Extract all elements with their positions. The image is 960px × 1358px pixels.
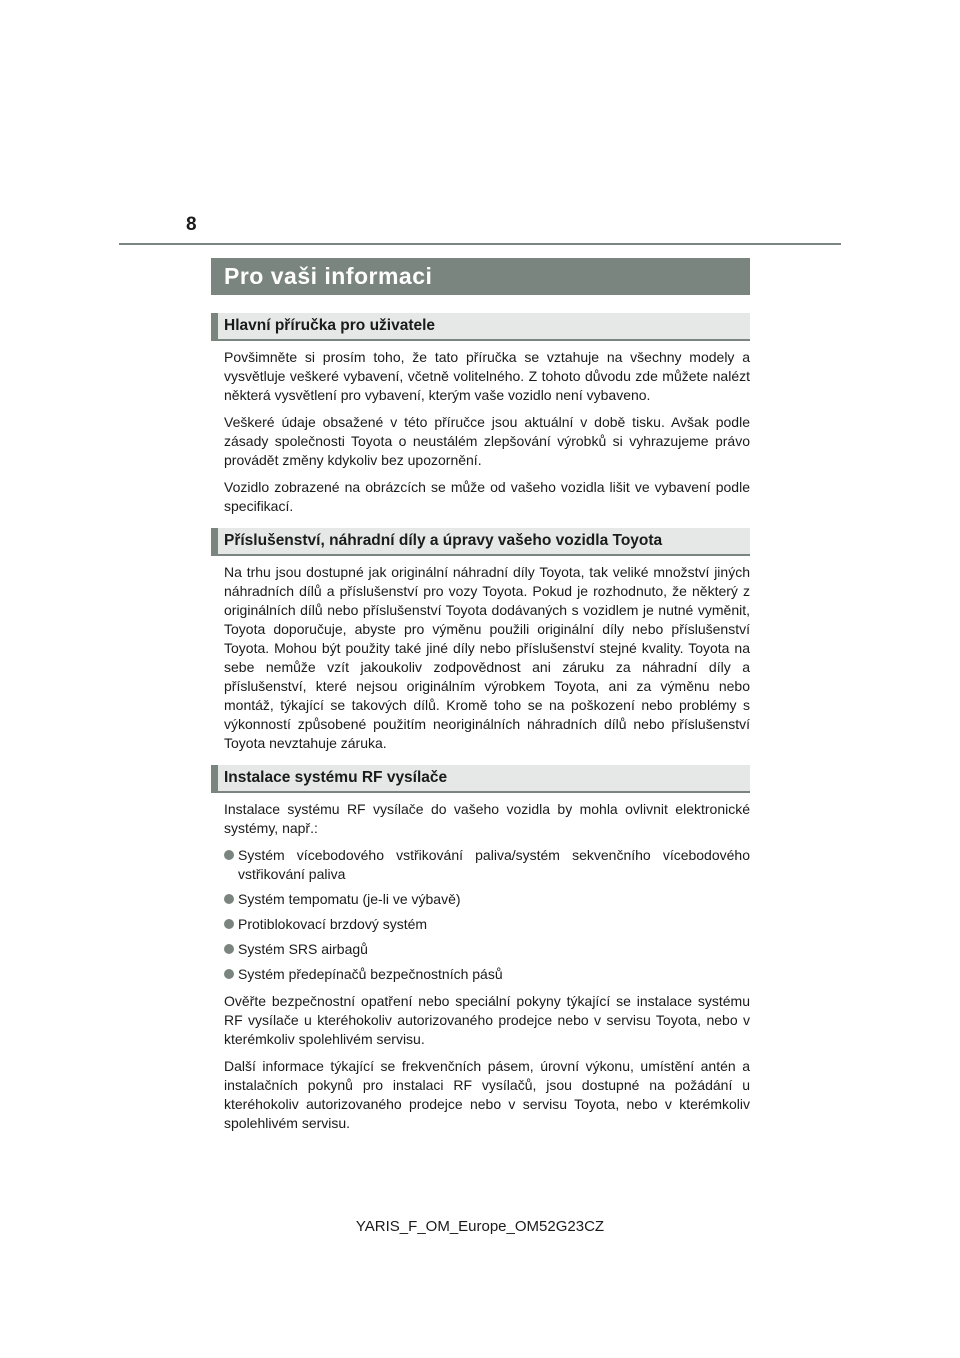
paragraph: Veškeré údaje obsažené v této příručce jsou aktuální v době tisku. Avšak podle zásady společnosti Toyota o neustálém zlepšování výrobků si vyhrazujeme právo provádět změny kdykoliv bez upozornění.: [224, 414, 750, 468]
list-item-text: Systém tempomatu (je-li ve výbavě): [238, 891, 461, 907]
bullet-icon: [224, 850, 234, 860]
section-heading-rf-transmitter: Instalace systému RF vysílače: [211, 765, 750, 793]
paragraph: Ověřte bezpečnostní opatření nebo speciální pokyny týkající se instalace systému RF vysílače u kteréhokoliv autorizovaného prodejce nebo v servisu Toyota, nebo v kterémkoliv spolehlivém servisu.: [224, 993, 750, 1047]
bullet-icon: [224, 919, 234, 929]
list-item: [224, 965, 750, 984]
paragraph: Povšimněte si prosím toho, že tato příručka se vztahuje na všechny modely a vysvětluje veškeré vybavení, včetně volitelného. Z tohoto důvodu zde můžete nalézt některá vysvětlení pro vybavení, kterým vaše vozidlo není vybaveno.: [224, 349, 750, 403]
system-list: [224, 846, 750, 984]
header-rule: [119, 243, 841, 245]
paragraph: Instalace systému RF vysílače do vašeho vozidla by mohla ovlivnit elektronické systémy, např.:: [224, 801, 750, 836]
paragraph: Na trhu jsou dostupné jak originální náhradní díly Toyota, tak veliké množství jiných náhradních dílů a příslušenství pro vozy Toyota. Pokud je rozhodnuto, že některý z originálních dílů nebo příslušenství Toyota dodávaných s vozidlem je nutné vyměnit, Toyota doporučuje, abyste pro výměnu použili originální díly nebo příslušenství Toyota. Mohou být použity také jiné díly nebo příslušenství stejné kvality. Toyota na sebe nemůže vzít jakoukoliv zodpovědnost ani záruku za náhradní díly a příslušenství, které nejsou originálním výrobkem Toyota, ani za výměnu nebo montáž, týkající se takových dílů. Kromě toho se na poškození nebo problémy s výkonností způsobené použitím neoriginálních náhradních dílů nebo příslušenství Toyota nevztahuje záruka.: [224, 564, 750, 751]
section-heading-owners-manual: Hlavní příručka pro uživatele: [211, 313, 750, 341]
list-item: [224, 890, 750, 909]
list-item: [224, 940, 750, 959]
bullet-icon: [224, 894, 234, 904]
section-heading-accessories: Příslušenství, náhradní díly a úpravy vašeho vozidla Toyota: [211, 528, 750, 556]
bullet-icon: [224, 944, 234, 954]
paragraph: Další informace týkající se frekvenčních pásem, úrovní výkonu, umístění antén a instalačních pokynů pro instalaci RF vysílačů, jsou dostupné na požádání u kteréhokoliv autorizovaného prodejce nebo v servisu Toyota, nebo v kterémkoliv spolehlivém servisu.: [224, 1058, 750, 1131]
list-item-text: Systém vícebodového vstřikování paliva/systém sekvenčního vícebodového vstřikování paliva: [238, 847, 750, 882]
paragraph: Vozidlo zobrazené na obrázcích se může od vašeho vozidla lišit ve vybavení podle specifikací.: [224, 479, 750, 514]
list-item: [224, 915, 750, 934]
list-item: [224, 846, 750, 884]
list-item-text: Systém SRS airbagů: [238, 941, 368, 957]
footer-document-code: YARIS_F_OM_Europe_OM52G23CZ: [355, 1218, 605, 1235]
page-number: 8: [186, 214, 197, 235]
bullet-icon: [224, 969, 234, 979]
page-title: Pro vaši informaci: [211, 258, 750, 295]
list-item-text: Systém předepínačů bezpečnostních pásů: [238, 966, 503, 982]
list-item-text: Protiblokovací brzdový systém: [238, 916, 428, 932]
page-content: [211, 313, 750, 1141]
